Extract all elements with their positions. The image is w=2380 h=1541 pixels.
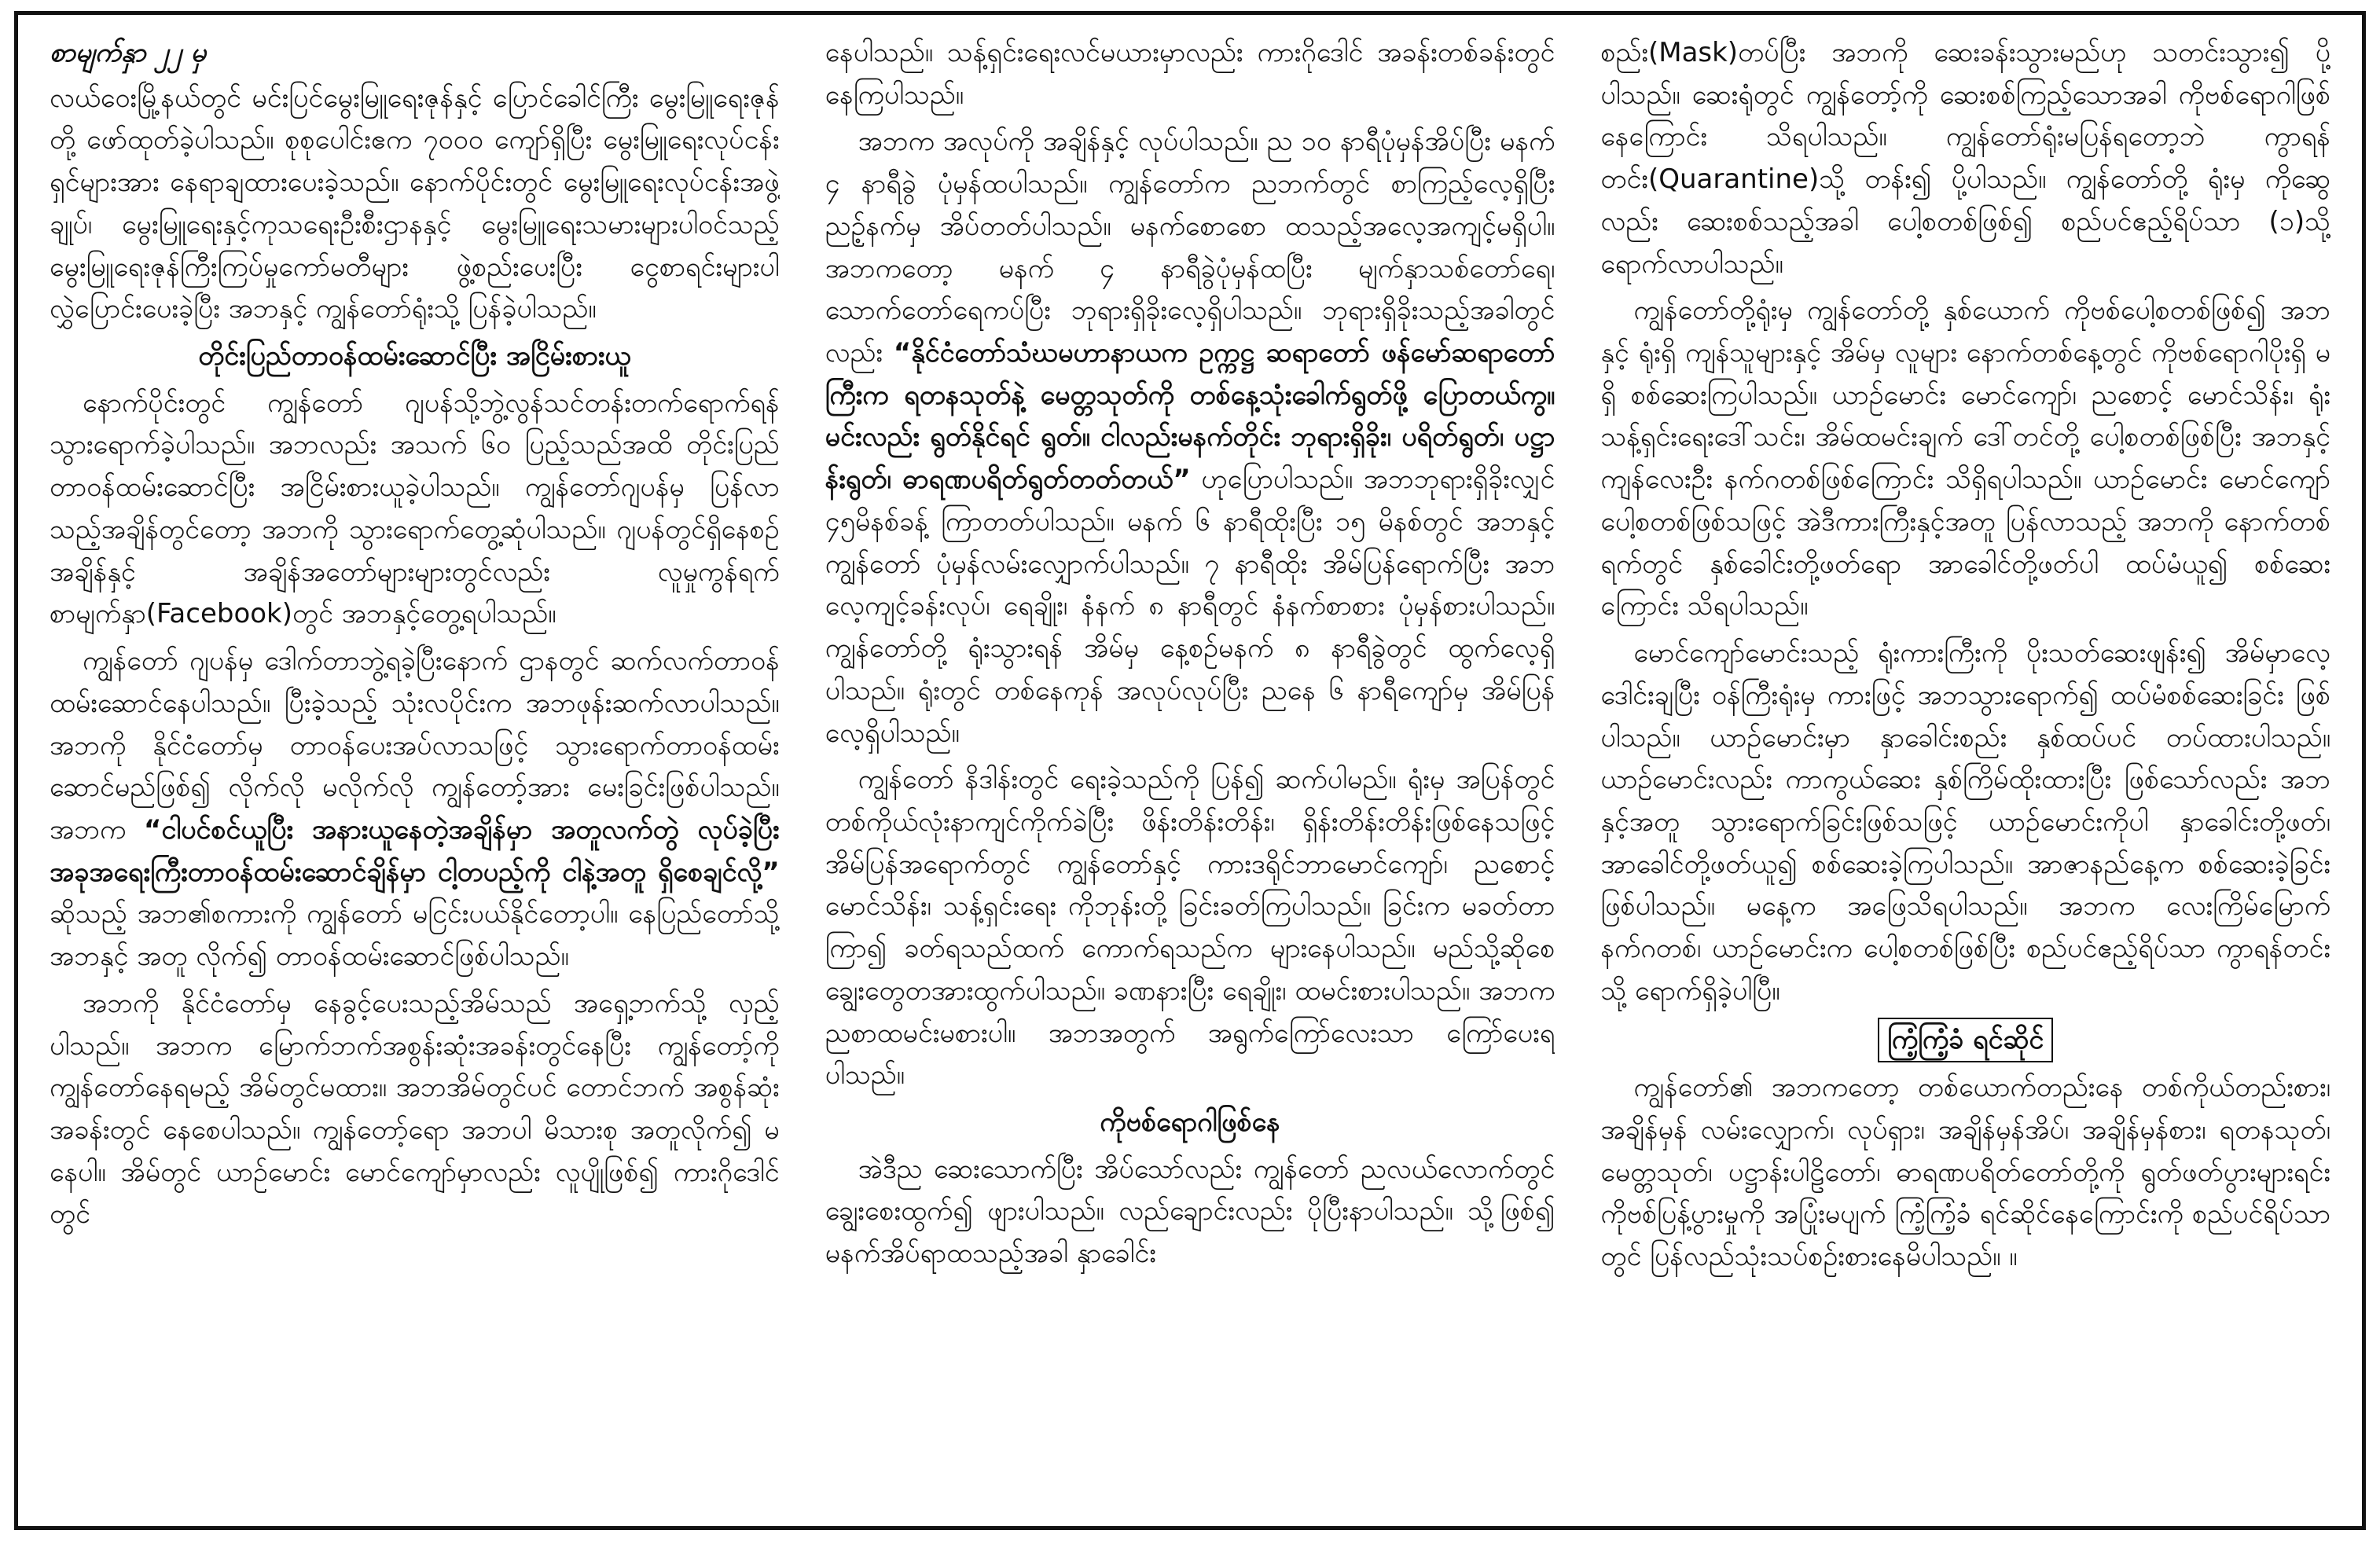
section-heading-text: ကြံ့ကြံ့ခံ ရင်ဆိုင် <box>1878 1018 2053 1063</box>
paragraph <box>50 640 780 978</box>
column-2 <box>825 32 1555 1509</box>
quote-text: “ငါပင်စင်ယူပြီး အနားယူနေတဲ့အချိန်မှာ အတူလက်တွဲ လုပ်ခဲ့ပြီး အခုအရေးကြီးတာဝန်ထမ်းဆောင်ချိန်မှာ ငါ့တပည့်ကို ငါနဲ့အတူ ရှိစေချင်လို့” <box>50 813 780 888</box>
column-3 <box>1600 32 2330 1509</box>
section-heading: ကိုဗစ်ရောဂါဖြစ်နေ <box>1100 1106 1280 1138</box>
quote-text: “နိုင်ငံတော်သံဃမဟာနာယက ဥက္ကဋ္ဌ ဆရာတော် ဖန်မော်ဆရာတော်ကြီးက ရတနသုတ်နဲ့ မေတ္တသုတ်ကို တစ်နေ့သုံးခေါက်ရွတ်ဖို့ ပြောတယ်ကွ။ မင်းလည်း ရွတ်နိုင်ရင် ရွတ်။ ငါလည်းမနက်တိုင်း ဘုရားရှိခိုး၊ ပရိတ်ရွတ်၊ ပဋ္ဌာန်းရွတ်၊ ဓာရဏပရိတ်ရွတ်တတ်တယ်” <box>825 337 1555 496</box>
column-1 <box>50 32 780 1509</box>
paragraph: မောင်ကျော်မောင်းသည့် ရုံးကားကြီးကို ပိုးသတ်ဆေးဖျန်း၍ အိမ်မှာလေ့ဒေါင်းချပြီး ဝန်ကြီးရုံးမှ ကားဖြင့် အဘသွားရောက်၍ ထပ်မံစစ်ဆေးခြင်း ဖြစ်ပါသည်။ ယာဉ်မောင်းမှာ နှာခေါင်းစည်း နှစ်ထပ်ပင် တပ်ထားပါသည်။ ယာဉ်မောင်းလည်း ကာကွယ်ဆေး နှစ်ကြိမ်ထိုးထားပြီး ဖြစ်သော်လည်း အဘနှင့်အတူ သွားရောက်ခြင်းဖြစ်သဖြင့် ယာဉ်မောင်းကိုပါ နှာခေါင်းတို့ဖတ်၊ အာခေါင်တို့ဖတ်ယူ၍ စစ်ဆေးခဲ့ကြပါသည်။ အာဇာနည်နေ့က စစ်ဆေးခဲ့ခြင်း ဖြစ်ပါသည်။ မနေ့က အဖြေသိရပါသည်။ အဘက လေးကြိမ်မြောက် နက်ဂတစ်၊ ယာဉ်မောင်းက ပေါ့စတစ်ဖြစ်ပြီး စည်ပင်ဧည့်ရိပ်သာ ကွာရန်တင်းသို့ ရောက်ရှိခဲ့ပါပြီ။ <box>1600 637 2331 1007</box>
paragraph: နေပါသည်။ သန့်ရှင်းရေးလင်မယားမှာလည်း ကားဂိုဒေါင် အခန်းတစ်ခန်းတွင် နေကြပါသည်။ <box>825 37 1555 111</box>
paragraph: အဲဒီည ဆေးသောက်ပြီး အိပ်သော်လည်း ကျွန်တော် ညလယ်လောက်တွင် ချွေးစေးထွက်၍ ဖျားပါသည်။ လည်ချောင်းလည်း ပိုပြီးနာပါသည်။ သို့ဖြစ်၍ မနက်အိပ်ရာထသည့်အခါ နှာခေါင်း <box>825 1153 1555 1270</box>
paragraph: စည်း(Mask)တပ်ပြီး အဘကို ဆေးခန်းသွားမည်ဟု သတင်းသွား၍ ပို့ပါသည်။ ဆေးရုံတွင် ကျွန်တော့်ကို ဆေးစစ်ကြည့်သောအခါ ကိုဗစ်ရောဂါဖြစ်နေကြောင်း သိရပါသည်။ ကျွန်တော်ရုံးမပြန်ရတော့ဘဲ ကွာရန်တင်း(Quarantine)သို့ တန်း၍ ပို့ပါသည်။ ကျွန်တော်တို့ ရုံးမှ ကိုဆွေလည်း ဆေးစစ်သည့်အခါ ပေါ့စတစ်ဖြစ်၍ စည်ပင်ဧည့်ရိပ်သာ (၁)သို့ ရောက်လာပါသည်။ <box>1600 37 2331 280</box>
paragraph-text: ဆိုသည့် အဘ၏စကားကို ကျွန်တော် မငြင်းပယ်နိုင်တော့ပါ။ နေပြည်တော်သို့ အဘနှင့် အတူ လိုက်၍ တာဝန်ထမ်းဆောင်ဖြစ်ပါသည်။ <box>50 898 780 973</box>
paragraph: နောက်ပိုင်းတွင် ကျွန်တော် ဂျပန်သို့ဘွဲ့လွန်သင်တန်းတက်ရောက်ရန် သွားရောက်ခဲ့ပါသည်။ အဘလည်း အသက် ၆၀ ပြည့်သည်အထိ တိုင်းပြည်တာဝန်ထမ်းဆောင်ပြီး အငြိမ်းစားယူခဲ့ပါသည်။ ကျွန်တော်ဂျပန်မှ ပြန်လာသည့်အချိန်တွင်တော့ အဘကို သွားရောက်တွေ့ဆုံပါသည်။ ဂျပန်တွင်ရှိနေစဉ်အချိန်နှင့် အချိန်အတော်များများတွင်လည်း လူမှုကွန်ရက်စာမျက်နှာ(Facebook)တွင် အဘနှင့်တွေ့ရပါသည်။ <box>50 387 780 630</box>
article-frame <box>14 11 2366 1530</box>
paragraph <box>825 121 1555 754</box>
paragraph-text: ဟုပြောပါသည်။ အဘဘုရားရှိခိုးလျှင် ၄၅မိနစ်ခန့် ကြာတတ်ပါသည်။ မနက် ၆ နာရီထိုးပြီး ၁၅ မိနစ်တွင် အဘနှင့် ကျွန်တော် ပုံမှန်လမ်းလျှောက်ပါသည်။ ၇ နာရီထိုး အိမ်ပြန်ရောက်ပြီး အဘလေ့ကျင့်ခန်းလုပ်၊ ရေချိုး၊ နံနက် ၈ နာရီတွင် နံနက်စာစား ပုံမှန်စားပါသည်။ ကျွန်တော်တို့ ရုံးသွားရန် အိမ်မှ နေ့စဉ်မနက် ၈ နာရီခွဲတွင် ထွက်လေ့ရှိပါသည်။ ရုံးတွင် တစ်နေကုန် အလုပ်လုပ်ပြီး ညနေ ၆ နာရီကျော်မှ အိမ်ပြန်လေ့ရှိပါသည်။ <box>825 464 1555 749</box>
paragraph: ကျွန်တော်တို့ရုံးမှ ကျွန်တော်တို့ နှစ်ယောက် ကိုဗစ်ပေါ့စတစ်ဖြစ်၍ အဘနှင့် ရုံးရှိ ကျန်သူများနှင့် အိမ်မှ လူများ နောက်တစ်နေ့တွင် ကိုဗစ်ရောဂါပိုးရှိ မရှိ စစ်ဆေးကြပါသည်။ ယာဉ်မောင်း မောင်ကျော်၊ ညစောင့် မောင်သိန်း၊ ရုံးသန့်ရှင်းရေးဒေါ်သင်း၊ အိမ်ထမင်းချက် ဒေါ်တင်တို့ ပေါ့စတစ်ဖြစ်ပြီး အဘနှင့် ကျန်လေးဦး နက်ဂတစ်ဖြစ်ကြောင်း သိရှိရပါသည်။ ယာဉ်မောင်း မောင်ကျော် ပေါ့စတစ်ဖြစ်သဖြင့် အဲဒီကားကြီးနှင့်အတူ ပြန်လာသည့် အဘကို နောက်တစ်ရက်တွင် နှစ်ခေါင်းတို့ဖတ်ရော အာခေါင်တို့ဖတ်ပါ ထပ်မံယူ၍ စစ်ဆေးကြောင်း သိရပါသည်။ <box>1600 295 2331 622</box>
paragraph: အဘကို နိုင်ငံတော်မှ နေခွင့်ပေးသည့်အိမ်သည် အရှေ့ဘက်သို့ လှည့်ပါသည်။ အဘက မြောက်ဘက်အစွန်းဆုံးအခန်းတွင်နေပြီး ကျွန်တော့်ကို ကျွန်တော်နေရမည့် အိမ်တွင်မထား။ အဘအိမ်တွင်ပင် တောင်ဘက် အစွန်ဆုံးအခန်းတွင် နေစေပါသည်။ ကျွန်တော့်ရော အဘပါ မိသားစု အတူလိုက်၍ မနေပါ။ အိမ်တွင် ယာဉ်မောင်း မောင်ကျော်မှာလည်း လူပျိုဖြစ်၍ ကားဂိုဒေါင်တွင် <box>50 987 780 1231</box>
paragraph: ကျွန်တော် နိဒါန်းတွင် ရေးခဲ့သည်ကို ပြန်၍ ဆက်ပါမည်။ ရုံးမှ အပြန်တွင် တစ်ကိုယ်လုံးနာကျင်ကိုက်ခဲပြီး ဖိန်းတိန်းတိန်း၊ ရှိန်းတိန်းတိန်းဖြစ်နေသဖြင့် အိမ်ပြန်အရောက်တွင် ကျွန်တော်နှင့် ကားဒရိုင်ဘာမောင်ကျော်၊ ညစောင့်မောင်သိန်း၊ သန့်ရှင်းရေး ကိုဘုန်းတို့ ခြင်းခတ်ကြပါသည်။ ခြင်းက မခတ်တာကြာ၍ ခတ်ရသည်ထက် ကောက်ရသည်က များနေပါသည်။ မည်သို့ဆိုစေ ချွေးတွေတအားထွက်ပါသည်။ ခဏနားပြီး ရေချိုး၊ ထမင်းစားပါသည်။ အဘက ညစာထမင်းမစားပါ။ အဘအတွက် အရွက်ကြော်လေးသာ ကြော်ပေးရပါသည်။ <box>825 764 1555 1092</box>
paragraph: လယ်ဝေးမြို့နယ်တွင် မင်းပြင်မွေးမြူရေးဇုန်နှင့် ပြောင်ခေါင်ကြီး မွေးမြူရေးဇုန်တို့ ဖော်ထုတ်ခဲ့ပါသည်။ စုစုပေါင်းဧက ၇၀၀၀ ကျော်ရှိပြီး မွေးမြူရေးလုပ်ငန်းရှင်များအား နေရာချထားပေးခဲ့သည်။ နောက်ပိုင်းတွင် မွေးမြူရေးလုပ်ငန်းအဖွဲ့ချုပ်၊ မွေးမြူရေးနှင့်ကုသရေးဦးစီးဌာနနှင့် မွေးမြူရေးသမားများပါဝင်သည့် မွေးမြူရေးဇုန်ကြီးကြပ်မှုကော်မတီများ ဖွဲ့စည်းပေးပြီး ငွေစာရင်းများပါ လွှဲပြောင်းပေးခဲ့ပြီး အဘနှင့် ကျွန်တော်ရုံးသို့ ပြန်ခဲ့ပါသည်။ <box>50 82 780 325</box>
continued-from-label: စာမျက်နှာ ၂၂ မှ <box>50 37 207 68</box>
paragraph-text: အဘက အလုပ်ကို အချိန်နှင့် လုပ်ပါသည်။ ည ၁၀ နာရီပုံမှန်အိပ်ပြီး မနက် ၄ နာရီခွဲ ပုံမှန်ထပါသည်။ ကျွန်တော်က ညဘက်တွင် စာကြည့်လေ့ရှိပြီး ညဉ့်နက်မှ အိပ်တတ်ပါသည်။ မနက်စောစော ထသည့်အလေ့အကျင့်မရှိပါ။ အဘကတော့ မနက် ၄ နာရီခွဲပုံမှန်ထပြီး မျက်နှာသစ်တော်ရေ၊ သောက်တော်ရေကပ်ပြီး ဘုရားရှိခိုးလေ့ရှိပါသည်။ ဘုရားရှိခိုးသည့်အခါတွင်လည်း <box>825 126 1555 369</box>
section-heading: တိုင်းပြည်တာဝန်ထမ်းဆောင်ပြီး အငြိမ်းစားယူ <box>198 340 631 372</box>
article-columns <box>50 32 2330 1509</box>
paragraph: ကျွန်တော်၏ အဘကတော့ တစ်ယောက်တည်းနေ တစ်ကိုယ်တည်းစား၊ အချိန်မှန် လမ်းလျှောက်၊ လုပ်ရှား၊ အချိန်မှန်အိပ်၊ အချိန်မှန်စား၊ ရတနသုတ်၊ မေတ္တသုတ်၊ ပဋ္ဌာန်းပါဠိတော်၊ ဓာရဏပရိတ်တော်တို့ကို ရွတ်ဖတ်ပွားများရင်း ကိုဗစ်ပြန့်ပွားမှုကို အပြုံးမပျက် ကြံ့ကြံ့ခံ ရင်ဆိုင်နေကြောင်းကို စည်ပင်ရိပ်သာတွင် ပြန်လည်သုံးသပ်စဉ်းစားနေမိပါသည်။ ။ <box>1600 1072 2331 1273</box>
paragraph-text: ကျွန်တော် ဂျပန်မှ ဒေါက်တာဘွဲ့ရခဲ့ပြီးနောက် ဌာနတွင် ဆက်လက်တာဝန်ထမ်းဆောင်နေပါသည်။ ပြီးခဲ့သည့် သုံးလပိုင်းက အဘဖုန်းဆက်လာပါသည်။ အဘကို နိုင်ငံတော်မှ တာဝန်ပေးအပ်လာသဖြင့် သွားရောက်တာဝန်ထမ်းဆောင်မည်ဖြစ်၍ လိုက်လို မလိုက်လို ကျွန်တော့်အား မေးခြင်းဖြစ်ပါသည်။ အဘက <box>50 645 780 846</box>
section-heading-boxed <box>1600 1018 2330 1063</box>
